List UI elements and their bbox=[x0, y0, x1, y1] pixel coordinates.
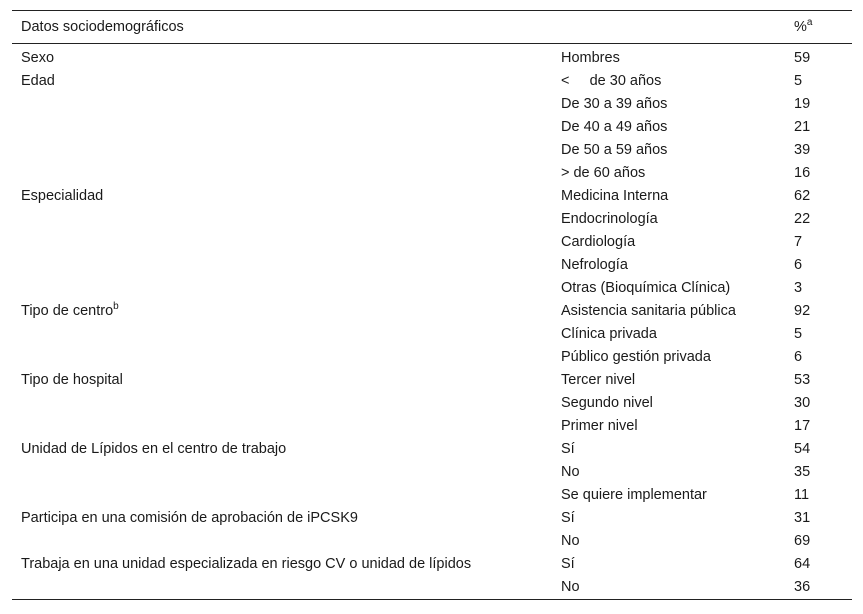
percent-cell: 92 bbox=[794, 302, 811, 319]
category-cell: Especialidad bbox=[21, 187, 104, 204]
category-cell bbox=[12, 92, 552, 115]
percent-cell: 21 bbox=[794, 118, 811, 135]
table-row bbox=[12, 345, 852, 368]
category-cell bbox=[12, 391, 552, 414]
category-cell: Sexo bbox=[21, 49, 55, 66]
table-row bbox=[12, 391, 852, 414]
value-cell: De 30 a 39 años bbox=[561, 95, 668, 112]
value-cell: > de 60 años bbox=[561, 164, 646, 181]
category-cell bbox=[12, 253, 552, 276]
table-row bbox=[12, 368, 852, 391]
value-cell: Nefrología bbox=[561, 256, 628, 273]
table-row bbox=[12, 138, 852, 161]
value-cell: Endocrinología bbox=[561, 210, 658, 227]
value-cell: Se quiere implementar bbox=[561, 486, 707, 503]
value-cell: No bbox=[561, 532, 580, 549]
value-cell: No bbox=[561, 463, 580, 480]
table-row bbox=[12, 437, 852, 460]
category-cell bbox=[12, 483, 552, 506]
sociodemographic-table bbox=[12, 10, 852, 600]
percent-cell: 35 bbox=[794, 463, 811, 480]
percent-cell: 53 bbox=[794, 371, 811, 388]
table-row bbox=[12, 575, 852, 600]
category-cell: Unidad de Lípidos en el centro de trabajo bbox=[21, 440, 287, 457]
percent-cell: 3 bbox=[794, 279, 803, 296]
category-cell bbox=[12, 460, 552, 483]
value-cell: < de 30 años bbox=[561, 72, 662, 89]
table-row bbox=[12, 414, 852, 437]
header-row bbox=[12, 11, 852, 44]
percent-cell: 6 bbox=[794, 256, 803, 273]
value-cell: Tercer nivel bbox=[561, 371, 636, 388]
table-row bbox=[12, 253, 852, 276]
percent-cell: 62 bbox=[794, 187, 811, 204]
percent-cell: 54 bbox=[794, 440, 811, 457]
table-row bbox=[12, 299, 852, 322]
percent-cell: 31 bbox=[794, 509, 811, 526]
category-cell: Edad bbox=[21, 72, 55, 89]
table-row bbox=[12, 207, 852, 230]
percent-cell: 69 bbox=[794, 532, 811, 549]
category-cell: Participa en una comisión de aprobación de iPCSK9 bbox=[21, 509, 358, 526]
table-row bbox=[12, 44, 852, 70]
value-cell: Público gestión privada bbox=[561, 348, 711, 365]
value-cell: Hombres bbox=[561, 49, 620, 66]
value-cell: Medicina Interna bbox=[561, 187, 669, 204]
value-cell: Clínica privada bbox=[561, 325, 657, 342]
table-row bbox=[12, 529, 852, 552]
table-row bbox=[12, 276, 852, 299]
category-cell bbox=[12, 345, 552, 368]
category-cell bbox=[12, 322, 552, 345]
category-cell: Tipo de centro$^b$ bbox=[21, 300, 119, 319]
category-cell bbox=[12, 230, 552, 253]
value-cell: Primer nivel bbox=[561, 417, 638, 434]
table-row bbox=[12, 483, 852, 506]
value-cell: De 40 a 49 años bbox=[561, 118, 668, 135]
percent-cell: 16 bbox=[794, 164, 811, 181]
table-header bbox=[12, 11, 852, 44]
header-value bbox=[552, 11, 780, 44]
table-row bbox=[12, 92, 852, 115]
sociodemographic-table-container bbox=[12, 10, 852, 600]
category-cell: Trabaja en una unidad especializada en riesgo CV o unidad de lípidos bbox=[21, 555, 472, 572]
header-percent-footnote: a bbox=[806, 17, 813, 29]
percent-cell: 64 bbox=[794, 555, 811, 572]
category-cell bbox=[12, 414, 552, 437]
category-cell bbox=[12, 529, 552, 552]
category-footnote: b bbox=[113, 300, 119, 312]
category-cell bbox=[12, 575, 552, 600]
value-cell: Sí bbox=[561, 509, 575, 526]
value-cell: Sí bbox=[561, 440, 575, 457]
percent-cell: 6 bbox=[794, 348, 803, 365]
category-cell: Tipo de hospital bbox=[21, 371, 123, 388]
percent-cell: 5 bbox=[794, 72, 803, 89]
table-body bbox=[12, 44, 852, 600]
percent-cell: 36 bbox=[780, 575, 852, 600]
header-percent: %$^a$ bbox=[780, 11, 852, 44]
table-row bbox=[12, 506, 852, 529]
category-cell bbox=[12, 161, 552, 184]
table-row bbox=[12, 460, 852, 483]
table-row bbox=[12, 69, 852, 92]
table-row bbox=[12, 322, 852, 345]
table-row bbox=[12, 184, 852, 207]
percent-cell: 7 bbox=[794, 233, 803, 250]
percent-cell: 39 bbox=[794, 141, 811, 158]
table-row bbox=[12, 115, 852, 138]
value-cell: Segundo nivel bbox=[561, 394, 653, 411]
category-cell bbox=[12, 115, 552, 138]
percent-cell: 11 bbox=[794, 486, 810, 503]
percent-cell: 30 bbox=[794, 394, 811, 411]
percent-cell: 17 bbox=[794, 417, 811, 434]
category-cell bbox=[12, 276, 552, 299]
value-cell: No bbox=[552, 575, 780, 600]
value-cell: Cardiología bbox=[561, 233, 636, 250]
table-row bbox=[12, 161, 852, 184]
table-row bbox=[12, 552, 852, 575]
value-cell: Sí bbox=[561, 555, 575, 572]
percent-cell: 19 bbox=[794, 95, 811, 112]
value-cell: Otras (Bioquímica Clínica) bbox=[561, 279, 731, 296]
percent-cell: 22 bbox=[794, 210, 811, 227]
header-category: Datos sociodemográficos bbox=[12, 11, 552, 44]
percent-cell: 5 bbox=[794, 325, 803, 342]
category-cell bbox=[12, 138, 552, 161]
value-cell: De 50 a 59 años bbox=[561, 141, 668, 158]
value-cell: Asistencia sanitaria pública bbox=[561, 302, 736, 319]
category-cell bbox=[12, 207, 552, 230]
percent-cell: 59 bbox=[794, 49, 811, 66]
table-row bbox=[12, 230, 852, 253]
